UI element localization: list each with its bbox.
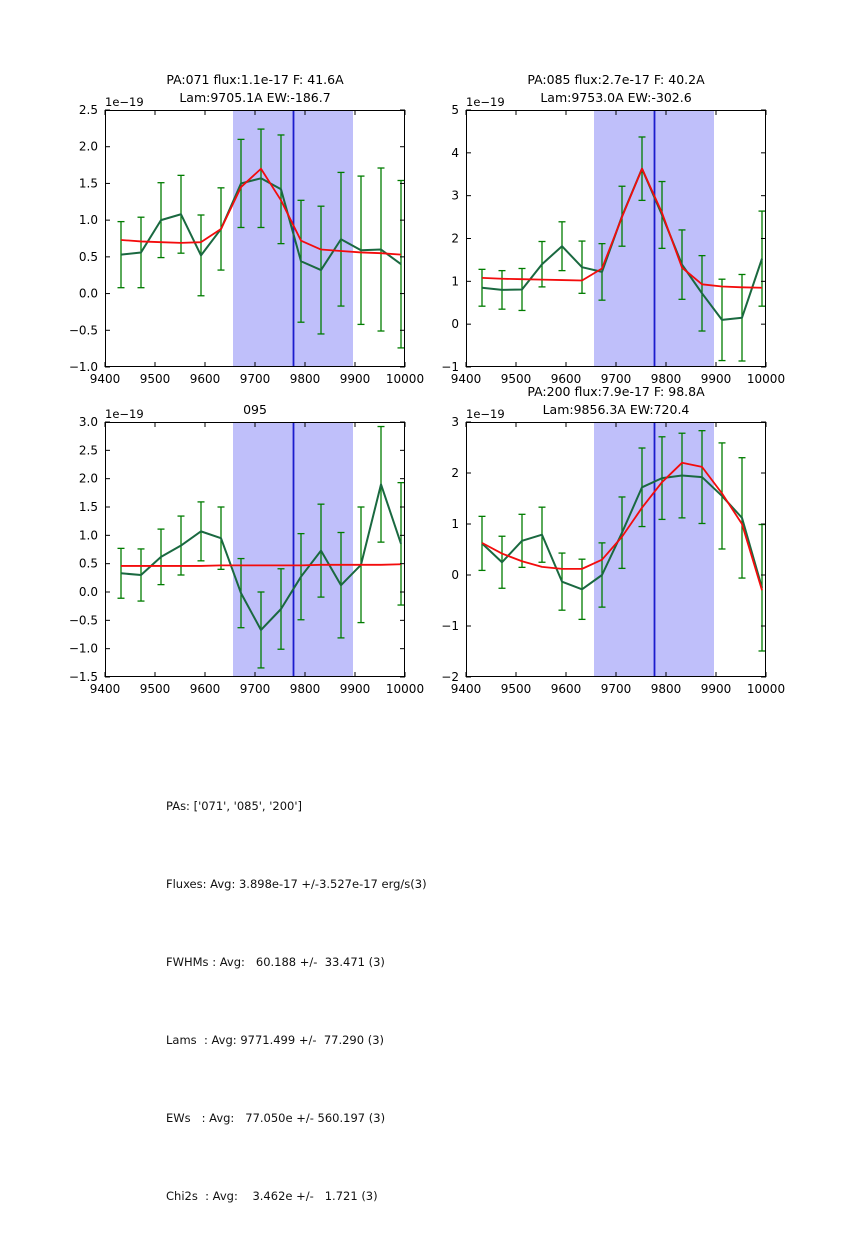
svg-text:0.5: 0.5 [78,249,98,264]
svg-text:2.0: 2.0 [78,139,98,154]
svg-text:−1: −1 [441,619,459,633]
svg-text:3: 3 [451,415,459,429]
svg-text:2: 2 [451,231,459,246]
svg-text:9500: 9500 [500,682,532,696]
svg-text:0: 0 [451,317,459,332]
svg-text:2.5: 2.5 [78,443,98,458]
svg-text:9400: 9400 [450,682,482,696]
svg-text:1.5: 1.5 [78,176,98,191]
svg-text:3.0: 3.0 [78,415,98,429]
svg-text:9600: 9600 [189,682,221,696]
svg-text:1: 1 [451,517,459,531]
svg-text:9600: 9600 [189,372,221,386]
summary-line-ews: EWs : Avg: 77.050e +/- 560.197 (3) [166,1111,386,1125]
title-line-1: PA:085 flux:2.7e-17 F: 40.2A [527,72,705,87]
svg-text:9800: 9800 [289,372,321,386]
axis-scale-label: 1e−19 [466,95,505,109]
svg-text:10000: 10000 [385,682,425,696]
summary-line-fluxes: Fluxes: Avg: 3.898e-17 +/-3.527e-17 erg/s(3) [166,877,427,891]
title-line-1 [75,383,435,401]
svg-text:−0.5: −0.5 [68,323,98,338]
svg-text:3: 3 [451,188,459,203]
svg-text:9400: 9400 [89,682,121,696]
svg-text:9700: 9700 [239,682,271,696]
axis-scale-label: 1e−19 [466,407,505,421]
title-line-1: PA:071 flux:1.1e-17 F: 41.6A [166,72,344,87]
svg-text:9600: 9600 [550,372,582,386]
svg-text:2.0: 2.0 [78,471,98,486]
title-line-1: PA:200 flux:7.9e-17 F: 98.8A [527,384,705,399]
svg-text:9400: 9400 [450,372,482,386]
svg-text:−1.0: −1.0 [68,360,98,374]
title-line-2: Lam:9856.3A EW:720.4 [542,402,690,417]
svg-text:10000: 10000 [746,372,786,386]
svg-text:0.0: 0.0 [78,286,98,301]
svg-text:9500: 9500 [500,372,532,386]
svg-text:9900: 9900 [700,372,732,386]
svg-text:1.0: 1.0 [78,213,98,228]
chart-canvas-095 [68,415,425,696]
svg-text:9400: 9400 [89,372,121,386]
subplot-pa071 [68,72,425,386]
summary-line-fwhms: FWHMs : Avg: 60.188 +/- 33.471 (3) [166,955,385,969]
svg-text:−0.5: −0.5 [68,613,98,628]
axis-scale-label: 1e−19 [105,95,144,109]
svg-text:−1.0: −1.0 [68,641,98,656]
svg-text:9800: 9800 [289,682,321,696]
svg-text:10000: 10000 [746,682,786,696]
svg-text:1: 1 [451,274,459,289]
svg-text:5: 5 [451,103,459,117]
title-line-2: Lam:9753.0A EW:-302.6 [540,90,692,105]
svg-text:4: 4 [451,145,459,160]
svg-text:1.5: 1.5 [78,500,98,514]
svg-text:−1: −1 [441,360,459,374]
svg-text:0.0: 0.0 [78,585,98,599]
svg-text:9700: 9700 [239,372,271,386]
svg-text:1.0: 1.0 [78,528,98,543]
svg-text:−2: −2 [441,670,459,684]
svg-text:9900: 9900 [700,682,732,696]
svg-text:0: 0 [451,568,459,582]
svg-text:2.5: 2.5 [78,103,98,117]
svg-text:9500: 9500 [139,372,171,386]
summary-stats-block [166,741,427,1235]
svg-text:0.5: 0.5 [78,556,98,571]
svg-text:2: 2 [451,466,459,480]
title-line-2: Lam:9705.1A EW:-186.7 [179,90,331,105]
summary-line-chi2s: Chi2s : Avg: 3.462e +/- 1.721 (3) [166,1189,378,1203]
svg-text:9900: 9900 [339,682,371,696]
svg-text:9700: 9700 [600,682,632,696]
svg-text:9500: 9500 [139,682,171,696]
chart-canvas-pa085 [441,103,786,386]
subplot-095 [68,402,425,696]
svg-text:9800: 9800 [650,682,682,696]
svg-text:9900: 9900 [339,372,371,386]
svg-text:9800: 9800 [650,372,682,386]
chart-canvas-pa071 [68,103,425,386]
summary-line-lams: Lams : Avg: 9771.499 +/- 77.290 (3) [166,1033,385,1047]
subplot-pa200 [441,384,786,696]
axis-scale-label: 1e−19 [105,407,144,421]
svg-text:−1.5: −1.5 [68,670,98,684]
chart-canvas-pa200 [441,415,786,696]
summary-line-pas: PAs: ['071', '085', '200'] [166,799,303,813]
subplot-pa085 [441,72,786,386]
title-line-2: 095 [243,402,267,417]
svg-text:9700: 9700 [600,372,632,386]
svg-text:9600: 9600 [550,682,582,696]
svg-text:10000: 10000 [385,372,425,386]
